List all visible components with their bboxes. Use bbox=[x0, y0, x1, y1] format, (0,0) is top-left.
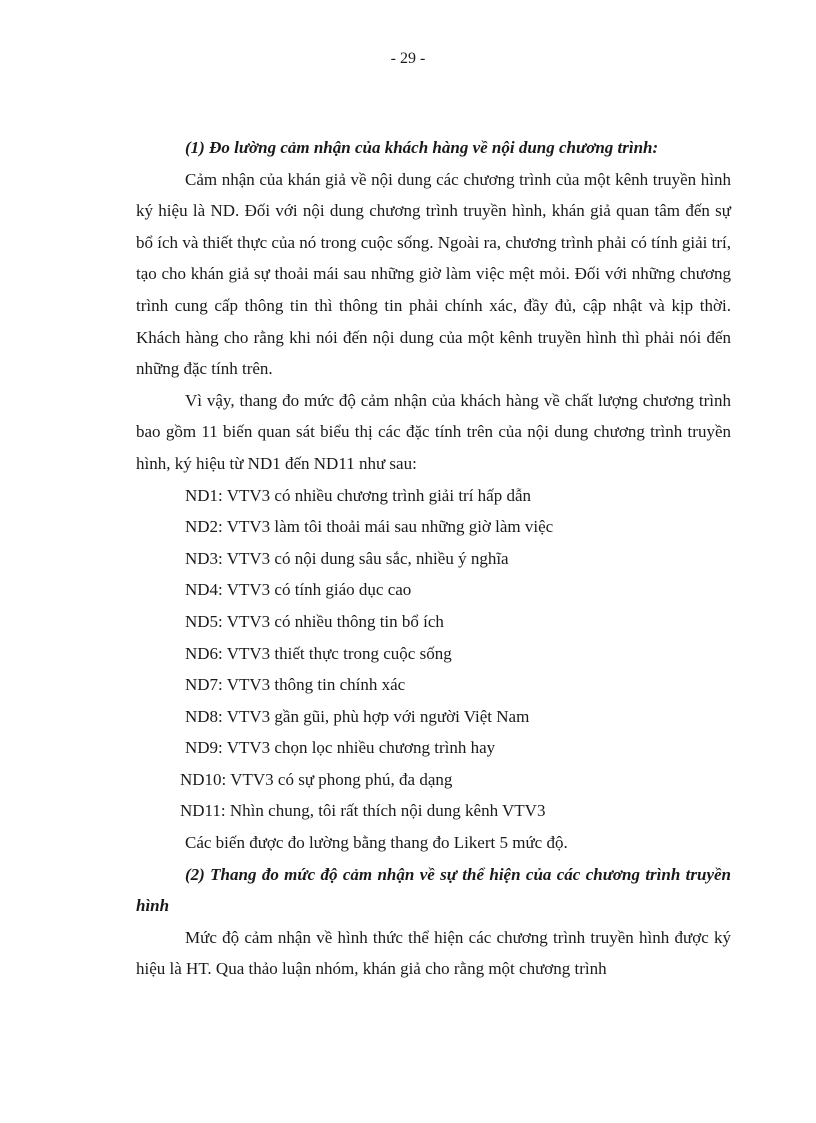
list-item: ND11: Nhìn chung, tôi rất thích nội dung kênh VTV3 bbox=[180, 801, 546, 821]
section-1-closing: Các biến được đo lường bằng thang đo Likert 5 mức độ. bbox=[185, 833, 568, 853]
list-item: ND8: VTV3 gần gũi, phù hợp với người Việt Nam bbox=[185, 706, 530, 726]
list-item: ND6: VTV3 thiết thực trong cuộc sống bbox=[185, 643, 452, 663]
list-item: ND4: VTV3 có tính giáo dục cao bbox=[185, 580, 412, 600]
section-2-paragraph-1: Mức độ cảm nhận về hình thức thể hiện các chương trình truyền hình được ký hiệu là HT. Qua thảo luận nhóm, khán giả cho rằng một chương trình bbox=[136, 927, 731, 979]
document-body bbox=[136, 132, 731, 985]
list-item: ND9: VTV3 chọn lọc nhiều chương trình hay bbox=[185, 738, 496, 758]
section-1-paragraph-1: Cảm nhận của khán giả về nội dung các chương trình của một kênh truyền hình ký hiệu là ND. Đối với nội dung chương trình truyền hình, khán giả quan tâm đến sự bổ ích và thiết thực của nó trong cuộc sống. Ngoài ra, chương trình phải có tính giải trí, tạo cho khán giả sự thoải mái sau những giờ làm việc mệt mỏi. Đối với những chương trình cung cấp thông tin thì thông tin phải chính xác, đầy đủ, cập nhật và kịp thời. Khách hàng cho rằng khi nói đến nội dung của một kênh truyền hình thì phải nói đến những đặc tính trên. bbox=[136, 169, 731, 379]
list-item: ND3: VTV3 có nội dung sâu sắc, nhiều ý nghĩa bbox=[185, 548, 509, 568]
list-item: ND2: VTV3 làm tôi thoải mái sau những giờ làm việc bbox=[185, 517, 554, 537]
list-item: ND1: VTV3 có nhiều chương trình giải trí hấp dẫn bbox=[185, 485, 532, 505]
section-1-heading: (1) Đo lường cảm nhận của khách hàng về nội dung chương trình: bbox=[185, 138, 659, 157]
section-2-heading: (2) Thang đo mức độ cảm nhận về sự thể hiện của các chương trình truyền hình bbox=[136, 864, 731, 916]
list-item: ND7: VTV3 thông tin chính xác bbox=[185, 675, 406, 695]
list-item: ND5: VTV3 có nhiều thông tin bổ ích bbox=[185, 611, 444, 631]
section-1-paragraph-2: Vì vậy, thang đo mức độ cảm nhận của khách hàng về chất lượng chương trình bao gồm 11 biến quan sát biểu thị các đặc tính trên của nội dung chương trình truyền hình, ký hiệu từ ND1 đến ND11 như sau: bbox=[136, 390, 731, 473]
variable-list bbox=[136, 480, 731, 828]
page-number: - 29 - bbox=[390, 50, 426, 67]
list-item: ND10: VTV3 có sự phong phú, đa dạng bbox=[180, 769, 453, 789]
